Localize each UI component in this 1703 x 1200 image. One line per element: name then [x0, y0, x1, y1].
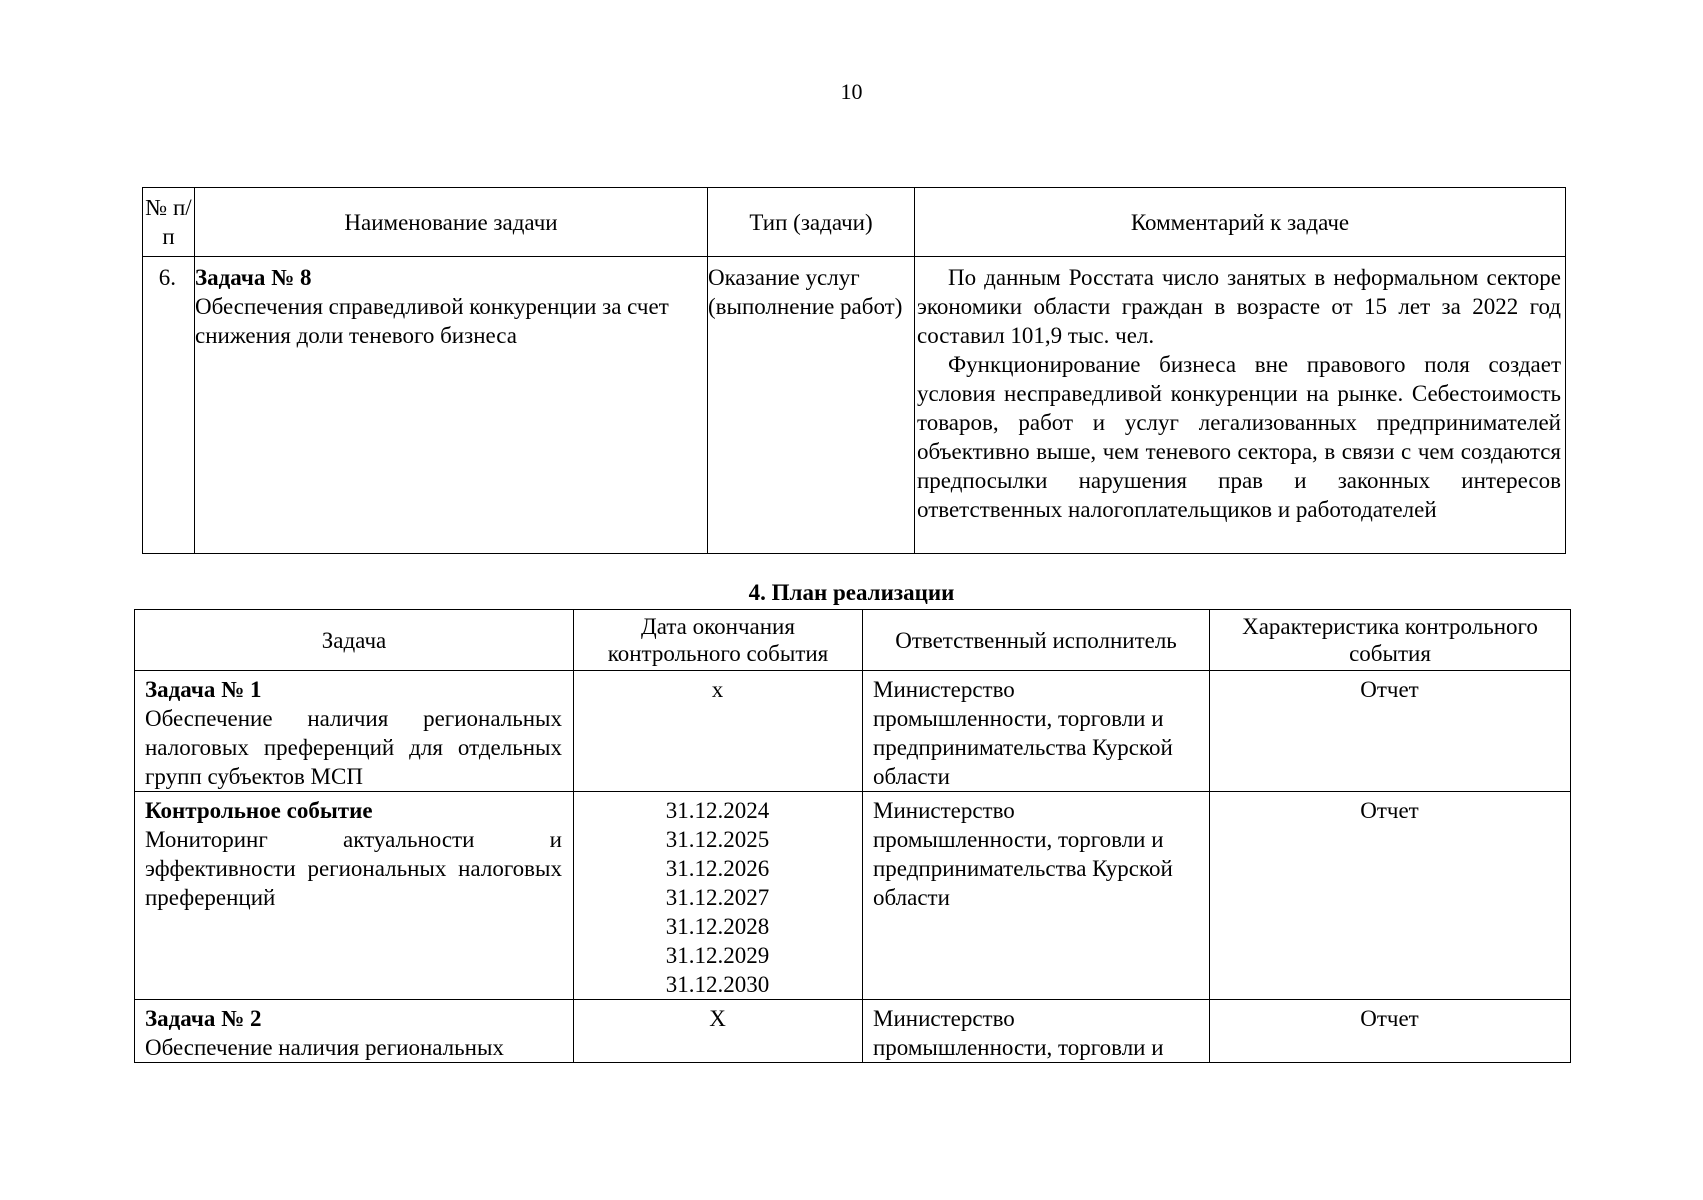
tasks-table [142, 187, 1566, 554]
tasks-table-header [143, 188, 1566, 257]
page-number: 10 [840, 79, 863, 104]
task-name-cell [195, 257, 708, 554]
comment-paragraph-1: По данным Росстата число занятых в неформальном секторе экономики области граждан в возрасте от 15 лет за 2022 год составил 101,9 тыс. чел. [917, 265, 1561, 348]
task-type: Оказание услуг (выполнение работ) [708, 257, 915, 554]
plan-date: 31.12.2027 [665, 885, 770, 910]
plan-date: 31.12.2026 [665, 856, 770, 881]
plan-date-cell [574, 671, 863, 792]
plan-task-title: Задача № 2 [145, 1006, 262, 1031]
implementation-plan-table [134, 609, 1571, 1063]
header-task-type: Тип (задачи) [708, 188, 915, 257]
plan-date: 31.12.2030 [665, 972, 770, 997]
table-row [143, 257, 1566, 554]
plan-date-cell [574, 1000, 863, 1063]
plan-task-title: Задача № 1 [145, 677, 262, 702]
plan-executor: Министерство промышленности, торговли и предпринимательства Курской области [863, 671, 1210, 792]
header-characteristic: Характеристика контрольного события [1210, 610, 1571, 671]
table-row [135, 1000, 1571, 1063]
header-end-date: Дата окончания контрольного события [574, 610, 863, 671]
plan-task-cell [135, 671, 574, 792]
header-task-comment: Комментарий к задаче [915, 188, 1566, 257]
plan-date: 31.12.2028 [665, 914, 770, 939]
plan-task-cell [135, 792, 574, 1000]
plan-task-text: Обеспечение наличия региональных [145, 1035, 504, 1060]
section-title: 4. План реализации [748, 580, 955, 605]
plan-date: х [711, 677, 724, 702]
plan-characteristic: Отчет [1210, 792, 1571, 1000]
plan-table-header [135, 610, 1571, 671]
plan-task-text: Обеспечение наличия региональных налоговых преференций для отдельных групп субъектов МСП [145, 706, 562, 789]
row-num: 6. [143, 257, 195, 554]
plan-date-cell [574, 792, 863, 1000]
task-comment [915, 257, 1566, 554]
plan-characteristic: Отчет [1210, 671, 1571, 792]
plan-executor: Министерство промышленности, торговли и предпринимательства Курской области [863, 792, 1210, 1000]
table-row [135, 792, 1571, 1000]
plan-executor: Министерство промышленности, торговли и [863, 1000, 1210, 1063]
header-executor: Ответственный исполнитель [863, 610, 1210, 671]
task-name: Обеспечения справедливой конкуренции за счет снижения доли теневого бизнеса [195, 294, 669, 348]
table-row [135, 671, 1571, 792]
header-num: № п/п [143, 188, 195, 257]
plan-task-title: Контрольное событие [145, 798, 373, 823]
plan-characteristic: Отчет [1210, 1000, 1571, 1063]
plan-date: 31.12.2025 [665, 827, 770, 852]
plan-date: 31.12.2024 [665, 798, 770, 823]
task-title: Задача № 8 [195, 265, 312, 290]
header-task-name: Наименование задачи [195, 188, 708, 257]
plan-date: 31.12.2029 [665, 943, 770, 968]
plan-task-text: Мониторинг актуальности и эффективности региональных налоговых преференций [145, 827, 562, 910]
header-task: Задача [135, 610, 574, 671]
plan-date: Х [709, 1006, 726, 1031]
plan-task-cell [135, 1000, 574, 1063]
comment-paragraph-2: Функционирование бизнеса вне правового поля создает условия несправедливой конкуренции на рынке. Себестоимость товаров, работ и услуг легализованных предпринимателей объективно выше, чем теневого сектора, в связи с чем создаются предпосылки нарушения прав и законных интересов ответственных налогоплательщиков и работодателей [917, 352, 1561, 522]
